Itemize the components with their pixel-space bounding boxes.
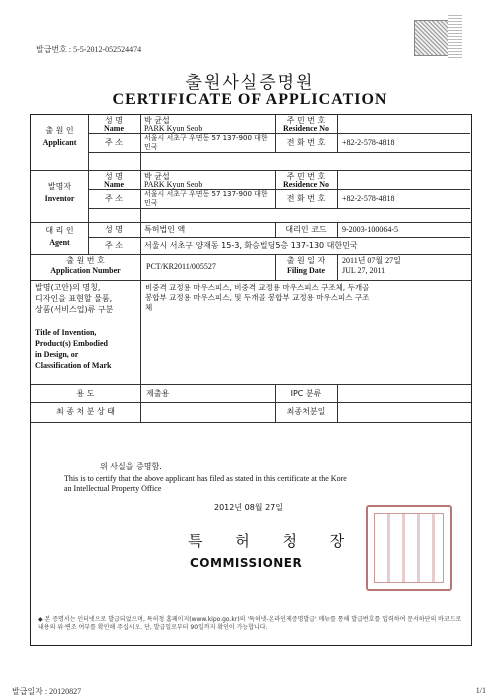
application-number-label-en: Application Number bbox=[50, 266, 121, 275]
applicant-phone-label: 전 화 번 호 bbox=[286, 138, 326, 147]
notice-line-1: ◆ 본 증명서는 인터넷으로 발급되었으며, 특허청 홈페이지(www.kipo.go.kr)의 '특허넷-온라인제증명발급' 메뉴를 통해 발급번호를 입력하여 문서하단의 바코드로 bbox=[38, 616, 462, 623]
invention-label-en-3: in Design, or bbox=[35, 350, 79, 359]
final-date-label: 최종처분일 bbox=[286, 407, 326, 416]
applicant-section-ko: 출 원 인 bbox=[45, 126, 74, 135]
official-seal-icon bbox=[366, 505, 452, 591]
invention-label-en-2: Product(s) Embodied bbox=[35, 339, 108, 348]
inventor-name-ko: 박 균섭 bbox=[144, 172, 170, 181]
certify-ko: 위 사실을 증명함. bbox=[100, 462, 162, 471]
notice bbox=[38, 616, 468, 632]
invention-label-en-1: Title of Invention, bbox=[35, 328, 97, 337]
applicant-name-label-ko: 성 명 bbox=[105, 116, 123, 125]
applicant-address-label: 주 소 bbox=[105, 138, 123, 147]
filing-date-en: JUL 27, 2011 bbox=[342, 266, 386, 275]
applicant-name-ko: 박 균섭 bbox=[144, 116, 170, 125]
invention-label-ko-2: 디자인을 표현할 물품, bbox=[35, 294, 113, 303]
final-status-label: 최 종 처 분 상 태 bbox=[55, 407, 116, 416]
inventor-address-label: 주 소 bbox=[105, 194, 123, 203]
agent-section-ko: 대 리 인 bbox=[45, 226, 74, 235]
applicant-residence-label-ko: 주 민 번 호 bbox=[286, 116, 326, 125]
agent-address: 서울시 서초구 양재동 15-3, 화승빌딩5층 137-130 대한민국 bbox=[144, 241, 358, 250]
certify-en-line-2: an Intellectual Property Office bbox=[64, 484, 162, 493]
issue-date: 발급일자 : 20120827 bbox=[12, 687, 82, 696]
inventor-section-en: Inventor bbox=[44, 194, 75, 203]
office-title-en: COMMISSIONER bbox=[190, 556, 303, 570]
applicant-residence-label-en: Residence No bbox=[283, 124, 329, 133]
inventor-phone-label: 전 화 번 호 bbox=[286, 194, 326, 203]
inventor-residence-label-ko: 주 민 번 호 bbox=[286, 172, 326, 181]
agent-code: 9-2003-100064-5 bbox=[342, 225, 398, 234]
office-title-ko: 특 허 청 장 bbox=[188, 532, 359, 550]
title-english: CERTIFICATE OF APPLICATION bbox=[112, 91, 388, 108]
invention-title-line-1: 비중격 교정용 마우스피스, 비중격 교정용 마우스피스 구조체, 두개골 bbox=[145, 283, 370, 292]
invention-label-ko-3: 상품(서비스업)류 구분 bbox=[35, 305, 114, 314]
inventor-name-label-en: Name bbox=[104, 180, 124, 189]
inventor-section-ko: 발명자 bbox=[47, 182, 72, 191]
invention-title-line-3: 체 bbox=[145, 303, 153, 312]
invention-title-line-2: 봉합부 교정용 마우스피스, 및 두개골 봉합부 교정용 마우스피스 구조 bbox=[145, 293, 370, 302]
applicant-section-en: Applicant bbox=[42, 138, 77, 147]
agent-name: 특허법인 액 bbox=[144, 225, 186, 234]
barcode-icon bbox=[448, 14, 462, 58]
invention-label-ko-1: 발명(고안)의 명칭, bbox=[35, 283, 101, 292]
inventor-name-en: PARK Kyun Seob bbox=[144, 180, 203, 189]
filing-date-ko: 2011년 07월 27일 bbox=[342, 256, 401, 265]
notice-line-2: 내용의 위·변조 여부를 확인해 주십시오. 단, 발급일로부터 90일까지 확인이 가능합니다. bbox=[38, 624, 268, 631]
certify-en-line-1: This is to certify that the above applicant has filed as stated in this certificate at the Kore bbox=[64, 474, 347, 483]
applicant-phone: +82-2-578-4818 bbox=[342, 138, 395, 147]
agent-address-label: 주 소 bbox=[105, 241, 123, 250]
page-number: 1/1 bbox=[475, 686, 486, 695]
agent-name-label: 성 명 bbox=[105, 225, 123, 234]
usage-value: 제출용 bbox=[146, 389, 170, 398]
certify-date: 2012년 08월 27일 bbox=[214, 503, 283, 512]
inventor-address: 서울시 서초구 우면동 57 137-900 대한민국 bbox=[144, 190, 268, 207]
filing-date-label-en: Filing Date bbox=[287, 266, 325, 275]
applicant-address: 서울시 서초구 우면동 57 137-900 대한민국 bbox=[144, 134, 268, 151]
inventor-phone: +82-2-578-4818 bbox=[342, 194, 395, 203]
application-number-label-ko: 출 원 번 호 bbox=[66, 256, 105, 265]
agent-code-label: 대리인 코드 bbox=[285, 225, 327, 234]
applicant-name-en: PARK Kyun Seob bbox=[144, 124, 203, 133]
inventor-name-label-ko: 성 명 bbox=[105, 172, 123, 181]
filing-date-label-ko: 출 원 일 자 bbox=[286, 256, 326, 265]
applicant-name-label-en: Name bbox=[104, 124, 124, 133]
ipc-label: IPC 분류 bbox=[290, 389, 322, 398]
inventor-residence-label-en: Residence No bbox=[283, 180, 329, 189]
invention-label-en-4: Classification of Mark bbox=[35, 361, 112, 370]
agent-section-en: Agent bbox=[49, 238, 70, 247]
application-number: PCT/KR2011/005527 bbox=[146, 262, 216, 271]
usage-label: 용 도 bbox=[76, 389, 95, 398]
qr-code-icon bbox=[414, 20, 450, 56]
issue-number: 발급번호 : 5-5-2012-052524474 bbox=[36, 45, 142, 54]
title-korean: 출원사실증명원 bbox=[185, 73, 315, 93]
